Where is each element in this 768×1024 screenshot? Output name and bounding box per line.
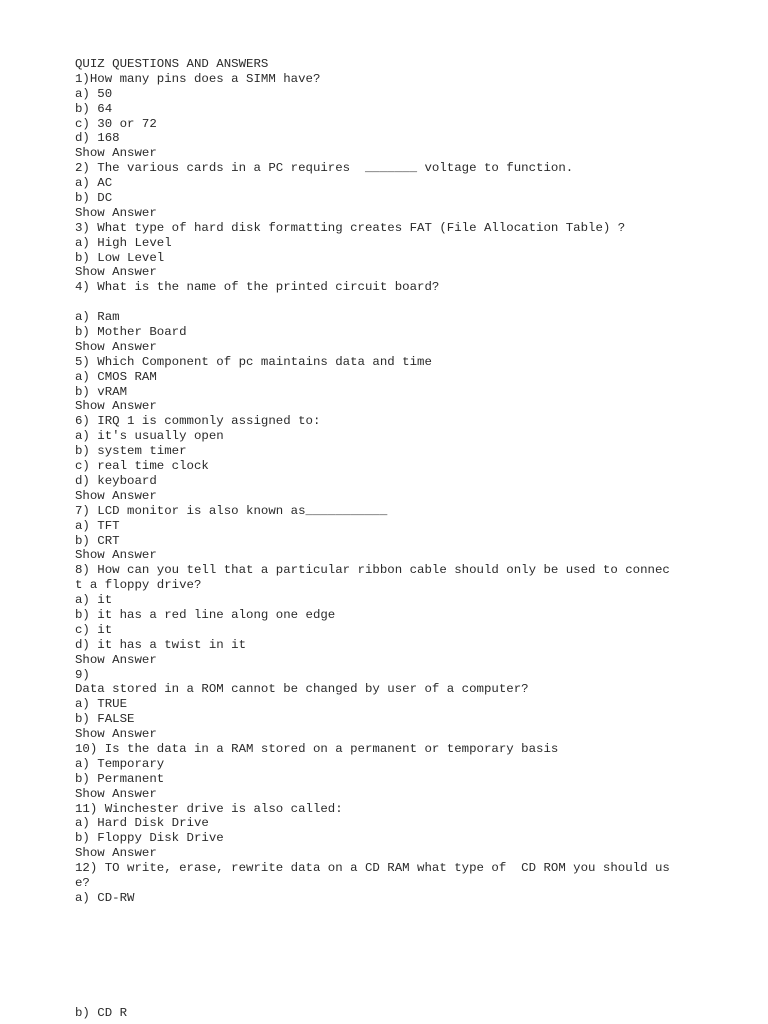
question-block	[75, 414, 715, 503]
answer-option: a) TFT	[75, 518, 120, 533]
answer-option: a) AC	[75, 176, 113, 191]
question-text: 7) LCD monitor is also known as___________	[75, 503, 388, 518]
question-block	[75, 221, 715, 281]
answer-option: b) system timer	[75, 444, 187, 459]
question-text: 4) What is the name of the printed circuit board?	[75, 280, 440, 295]
show-answer-link[interactable]: Show Answer	[75, 339, 157, 354]
answer-option: b) Permanent	[75, 771, 165, 786]
page-title: QUIZ QUESTIONS AND ANSWERS	[75, 57, 269, 71]
question-block	[75, 280, 715, 354]
answer-option: a) CMOS RAM	[75, 369, 157, 384]
question-block	[75, 668, 715, 742]
show-answer-link[interactable]: Show Answer	[75, 205, 157, 220]
answer-option: b) it has a red line along one edge	[75, 607, 336, 622]
answer-option: c) real time clock	[75, 459, 209, 474]
question-block	[75, 161, 715, 221]
show-answer-link[interactable]: Show Answer	[75, 265, 157, 280]
answer-option: b) Low Level	[75, 250, 165, 265]
show-answer-link[interactable]: Show Answer	[75, 146, 157, 161]
question-text: 6) IRQ 1 is commonly assigned to:	[75, 414, 321, 429]
answer-option: a) 50	[75, 86, 113, 101]
answer-option: b) Mother Board	[75, 325, 187, 340]
question-block	[75, 72, 715, 161]
question-text: 3) What type of hard disk formatting creates FAT (File Allocation Table) ?	[75, 220, 626, 235]
answer-option: b) vRAM	[75, 384, 128, 399]
answer-option: b) FALSE	[75, 712, 135, 727]
answer-option: c) 30 or 72	[75, 116, 157, 131]
question-text: Data stored in a ROM cannot be changed by user of a computer?	[75, 682, 529, 697]
question-block	[75, 802, 715, 862]
answer-option: a) CD-RW	[75, 890, 135, 905]
answer-option: a) Temporary	[75, 756, 165, 771]
show-answer-link[interactable]: Show Answer	[75, 399, 157, 414]
question-text: 8) How can you tell that a particular ribbon cable should only be used to connec	[75, 563, 670, 578]
answer-option: c) it	[75, 622, 113, 637]
question-text: 12) TO write, erase, rewrite data on a CD RAM what type of CD ROM you should us	[75, 861, 670, 876]
show-answer-link[interactable]: Show Answer	[75, 652, 157, 667]
question-text: 10) Is the data in a RAM stored on a permanent or temporary basis	[75, 741, 559, 756]
show-answer-link[interactable]: Show Answer	[75, 786, 157, 801]
question-text-continued: e?	[75, 875, 90, 890]
question-block	[75, 563, 715, 667]
answer-option: b) CRT	[75, 533, 120, 548]
question-text: 1)How many pins does a SIMM have?	[75, 71, 321, 86]
question-text: 2) The various cards in a PC requires _______ voltage to function.	[75, 161, 574, 176]
answer-option: b) Floppy Disk Drive	[75, 831, 224, 846]
answer-option: a) Hard Disk Drive	[75, 816, 209, 831]
answer-option: a) Ram	[75, 310, 120, 325]
question-text: 5) Which Component of pc maintains data and time	[75, 354, 432, 369]
blank-line	[75, 295, 715, 310]
show-answer-link[interactable]: Show Answer	[75, 727, 157, 742]
answer-option: b) 64	[75, 101, 113, 116]
answer-option: b) DC	[75, 191, 113, 206]
question-block	[75, 861, 715, 906]
answer-option: a) High Level	[75, 235, 172, 250]
answer-option: d) 168	[75, 131, 120, 146]
show-answer-link[interactable]: Show Answer	[75, 548, 157, 563]
answer-option: a) TRUE	[75, 697, 128, 712]
answer-option: a) it	[75, 593, 113, 608]
question-block	[75, 742, 715, 802]
question-block	[75, 504, 715, 564]
answer-option: b) CD R	[75, 1006, 128, 1020]
answer-option: a) it's usually open	[75, 429, 224, 444]
answer-option: d) it has a twist in it	[75, 637, 247, 652]
quiz-document	[75, 57, 715, 906]
question-block	[75, 355, 715, 415]
show-answer-link[interactable]: Show Answer	[75, 488, 157, 503]
show-answer-link[interactable]: Show Answer	[75, 846, 157, 861]
question-text: 11) Winchester drive is also called:	[75, 801, 343, 816]
question-number: 9)	[75, 667, 90, 682]
answer-option: d) keyboard	[75, 473, 157, 488]
question-text-continued: t a floppy drive?	[75, 578, 202, 593]
